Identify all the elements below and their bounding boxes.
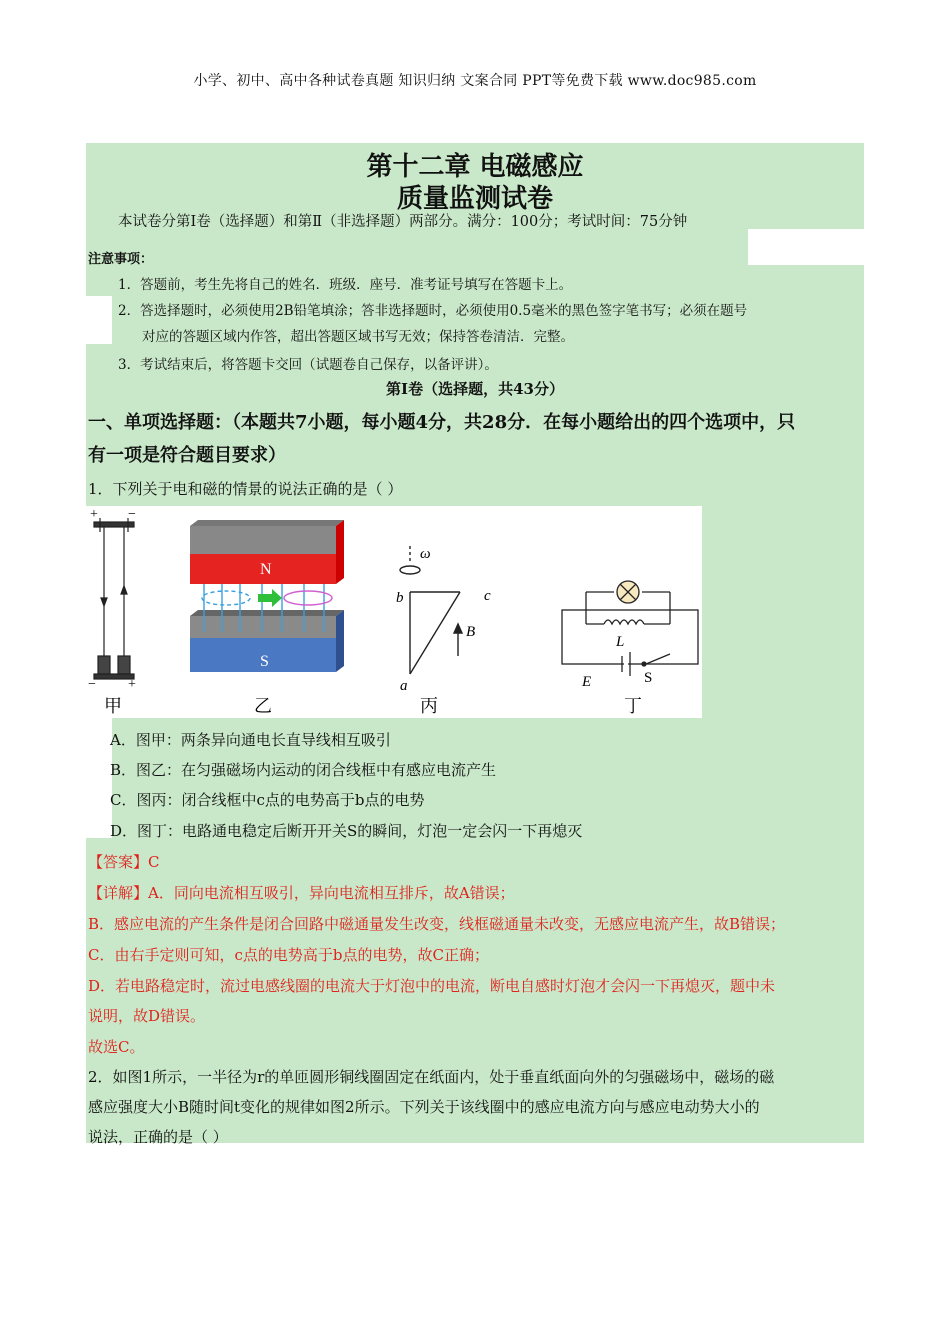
field-b-label: B: [466, 624, 476, 640]
option-b: B．图乙：在匀强磁场内运动的闭合线框中有感应电流产生: [110, 761, 497, 779]
omega-label: ω: [420, 546, 431, 562]
page-header: 小学、初中、高中各种试卷真题 知识归纳 文案合同 PPT等免费下载 www.doc985.com: [193, 73, 757, 89]
minus-label: −: [88, 677, 96, 692]
notice-item: 2．答选择题时，必须使用2B铅笔填涂；答非选择题时，必须使用0.5毫米的黑色签字笔书写；必须在题号: [118, 303, 748, 319]
figure-label-yi: 乙: [254, 696, 272, 716]
plus-label: +: [90, 507, 98, 522]
figure-yi: [190, 520, 344, 672]
section-heading: 一、单项选择题：（本题共7小题，每小题4分，共28分．在每小题给出的四个选项中，只: [88, 412, 796, 433]
inductor-l-label: L: [616, 634, 625, 650]
option-a: A．图甲：两条异向通电长直导线相互吸引: [110, 731, 391, 749]
detail-line: 【详解】A．同向电流相互吸引，异向电流相互排斥，故A错误；: [88, 884, 515, 902]
question-2-line: 2．如图1所示，一半径为r的单匝圆形铜线圈固定在纸面内，处于垂直纸面向外的匀强磁场中，磁场的磁: [88, 1068, 775, 1086]
chapter-title: 第十二章 电磁感应: [366, 152, 584, 182]
option-c: C．图丙：闭合线框中c点的电势高于b点的电势: [110, 791, 425, 809]
detail-line: 故选C。: [88, 1038, 145, 1056]
exam-title: 质量监测试卷: [396, 184, 553, 214]
switch-s-label: S: [644, 670, 653, 686]
section-title: 第Ⅰ卷（选择题，共43分）: [386, 380, 564, 398]
figure-jia: [94, 518, 134, 679]
question-2-line: 感应强度大小B随时间t变化的规律如图2所示。下列关于该线圈中的感应电流方向与感应电动势大小的: [88, 1098, 760, 1116]
figure-label-ding: 丁: [624, 696, 642, 716]
minus-label: −: [128, 507, 136, 522]
notice-heading: 注意事项：: [88, 252, 154, 267]
point-b-label: b: [396, 590, 404, 606]
notice-item: 3．考试结束后，将答题卡交回（试题卷自己保存，以备评讲）。: [118, 357, 498, 373]
exam-info: 本试卷分第Ⅰ卷（选择题）和第Ⅱ（非选择题）两部分。满分：100分；考试时间：75分钟: [118, 214, 688, 230]
point-a-label: a: [400, 678, 408, 694]
white-patch: [748, 229, 864, 265]
magnet-n-label: N: [260, 561, 272, 578]
section-heading: 有一项是符合题目要求）: [88, 445, 286, 466]
magnet-s-label: S: [260, 653, 269, 670]
question-2-line: 说法，正确的是（ ）: [88, 1128, 228, 1146]
notice-item: 对应的答题区域内作答，超出答题区域书写无效；保持答卷清洁．完整。: [142, 329, 574, 345]
figure-label-bing: 丙: [420, 696, 438, 716]
figure-label-jia: 甲: [104, 696, 122, 716]
detail-line: 说明，故D错误。: [88, 1007, 206, 1025]
point-c-label: c: [484, 588, 491, 604]
question-1-stem: 1．下列关于电和磁的情景的说法正确的是（ ）: [88, 480, 403, 498]
figure-ding: [562, 581, 698, 676]
notice-item: 1．答题前，考生先将自己的姓名．班级．座号．准考证号填写在答题卡上。: [118, 277, 573, 293]
white-patch: [86, 718, 112, 838]
white-patch: [86, 296, 112, 344]
battery-e-label: E: [582, 674, 592, 690]
detail-line: B．感应电流的产生条件是闭合回路中磁通量发生改变，线框磁通量未改变，无感应电流产生，故B错误；: [88, 915, 786, 933]
question-1-figure: [86, 506, 702, 718]
detail-line: D．若电路稳定时，流过电感线圈的电流大于灯泡中的电流，断电自感时灯泡才会闪一下再熄灭，题中未: [88, 977, 776, 995]
figure-bing: [400, 546, 462, 674]
detail-line: C．由右手定则可知，c点的电势高于b点的电势，故C正确；: [88, 946, 489, 964]
answer: 【答案】C: [88, 853, 160, 871]
plus-label: +: [128, 677, 136, 692]
option-d: D．图丁：电路通电稳定后断开开关S的瞬间，灯泡一定会闪一下再熄灭: [110, 822, 583, 840]
